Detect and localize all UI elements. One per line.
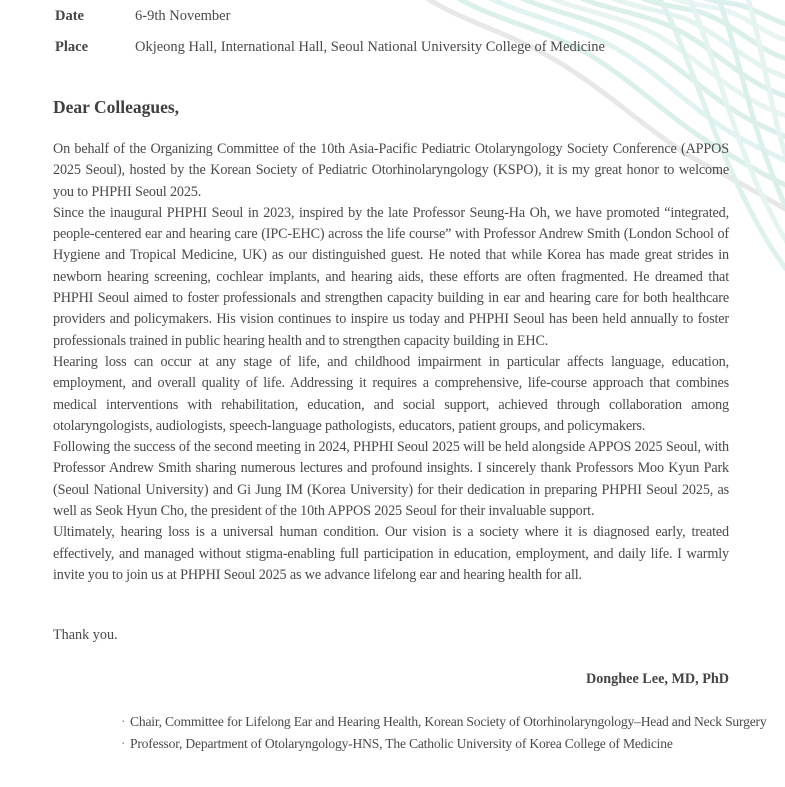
paragraph: Hearing loss can occur at any stage of life, and childhood impairment in particular affects language, education, employment, and overall quality of life. Addressing it requires a comprehensive, life-course approach that combines medical interventions with rehabilitation, education, and social support, achieved through collaboration among otolaryngologists, audiologists, speech-language pathologists, educators, patient groups, and policymakers. <box>53 353 729 434</box>
place-value: Okjeong Hall, International Hall, Seoul National University College of Medicine <box>135 39 605 55</box>
closing: Thank you. <box>53 627 118 643</box>
signature: Donghee Lee, MD, PhD <box>585 671 729 687</box>
place-label: Place <box>55 39 89 55</box>
date-label: Date <box>55 8 84 24</box>
date-value: 6-9th November <box>135 8 231 24</box>
paragraph: Following the success of the second meeting in 2024, PHPHI Seoul 2025 will be held alongside APPOS 2025 Seoul, with Professor Andrew Smith sharing numerous lectures and profound insights. I sincerely thank Professors Moo Kyun Park (Seoul National University) and Gi Jung IM (Korea University) for their dedication in preparing PHPHI Seoul 2025, as well as Seok Hyun Cho, the president of the 10th APPOS 2025 Seoul for their invaluable support. <box>53 439 729 520</box>
greeting: Dear Colleagues, <box>53 97 180 117</box>
title-text: Chair, Committee for Lifelong Ear and Hearing Health, Korean Society of Otorhinolaryngology–Head and Neck Surgery <box>130 714 767 729</box>
paragraph: Ultimately, hearing loss is a universal human condition. Our vision is a society where it is diagnosed early, treated effectively, and managed without stigma-enabling full participation in education, employment, and daily life. I warmly invite you to join us at PHPHI Seoul 2025 as we advance lifelong ear and hearing health for all. <box>53 524 729 583</box>
bullet: · <box>121 714 126 729</box>
bullet: · <box>121 735 126 751</box>
paragraph: On behalf of the Organizing Committee of the 10th Asia-Pacific Pediatric Otolaryngology Society Conference (APPOS 2025 Seoul), hosted by the Korean Society of Pediatric Otorhinolaryngology (KSPO), it is my great honor to welcome you to PHPHI Seoul 2025. <box>53 141 729 200</box>
title-item <box>121 733 781 755</box>
signatory-titles <box>121 711 781 754</box>
title-text: Professor, Department of Otolaryngology-HNS, The Catholic University of Korea College of Medicine <box>130 735 673 751</box>
title-item <box>121 711 781 733</box>
paragraph: Since the inaugural PHPHI Seoul in 2023, inspired by the late Professor Seung-Ha Oh, we have promoted “integrated, people-centered ear and hearing care (IPC-EHC) across the life course” with Professor Andrew Smith (London School of Hygiene and Tropical Medicine, UK) as our distinguished guest. He noted that while Korea has made great strides in newborn hearing screening, cochlear implants, and hearing aids, these efforts are often fragmented. He dreamed that PHPHI Seoul aimed to foster professionals and strengthen capacity building in ear and hearing care for both healthcare providers and policymakers. His vision continues to inspire us today and PHPHI Seoul has been held annually to foster professionals trained in public hearing health and to strengthen capacity building in EHC. <box>53 204 729 349</box>
letter-body <box>53 139 729 586</box>
